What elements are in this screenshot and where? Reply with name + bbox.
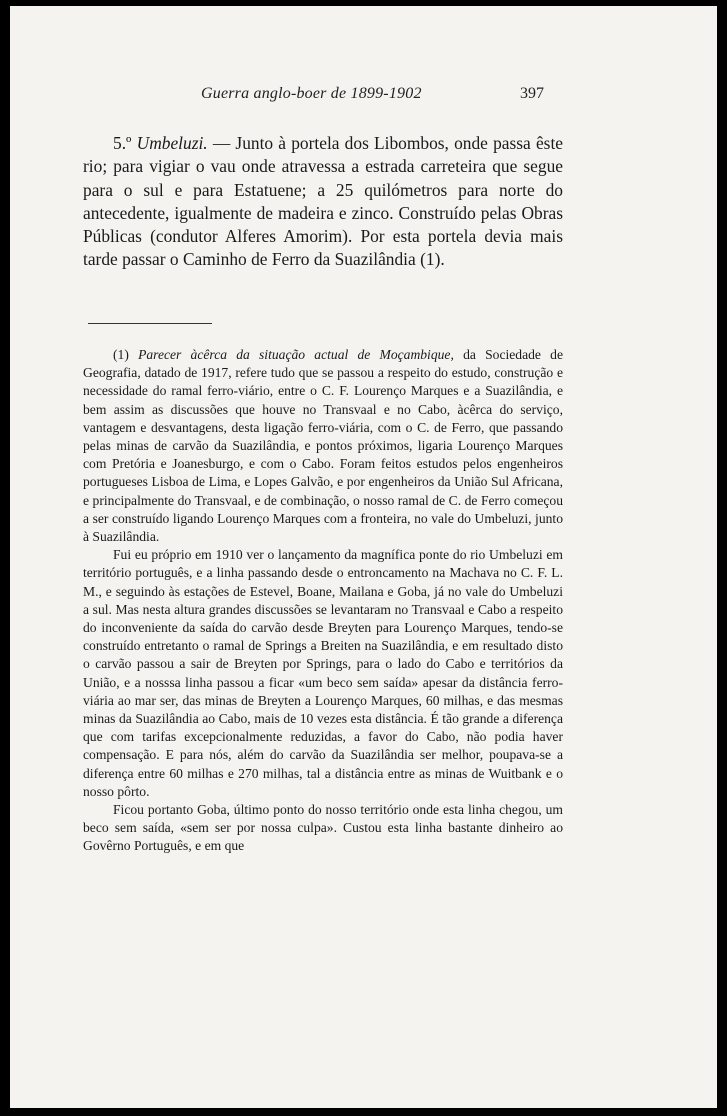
item-heading: Umbeluzi. <box>136 133 208 153</box>
footnote-divider <box>88 323 212 324</box>
footnote-title: Parecer àcêrca da situação actual de Moçambique, <box>138 347 454 362</box>
main-paragraph <box>83 132 563 272</box>
footnote-paragraph-2: Fui eu próprio em 1910 ver o lançamento da magnífica ponte do rio Umbeluzi em território português, e a linha passando desde o entroncamento na Machava no C. F. L. M., e seguindo às estações de Estevel, Boane, Mailana e Goba, já no vale do Umbeluzi a sul. Mas nesta altura grandes discussões se levantaram no Transvaal e Cabo a respeito do inconveniente da saída do carvão desde Breyten para Lourenço Marques, tendo-se construído entretanto o ramal de Springs a Breiten na Suazilândia, e em resultado disto o carvão passou a sair de Breyten por Springs, para o lado do Cabo e territórios da União, e a nosssa linha passou a ficar «um beco sem saída» apesar da distância ferro-viária ao mar ser, das minas de Breyten a Lourenço Marques, 60 milhas, e das mesmas minas da Suazilândia ao Cabo, mais de 10 vezes esta distância. É tão grande a diferença que com tarifas excepcionalmente reduzidas, a favor do Cabo, não podia haver compensação. E para nós, além do carvão da Suazilândia ser melhor, poupava-se a diferença entre 60 milhas e 270 milhas, tal a distância entre as minas de Wuitbank e o nosso pôrto. <box>83 547 563 799</box>
footnote-text-1: da Sociedade de Geografia, datado de 1917, refere tudo que se passou a respeito do estudo, construção e necessidade do ramal ferro-viário, entre o C. F. Lourenço Marques e a Suazilândia, e bem assim as discussões que houve no Transvaal e no Cabo, àcêrca do serviço, vantagem e desvantagens, desta ligação ferro-viária, com o C. de Ferro, que passando pelas minas de carvão da Suazilândia, e pontos próximos, ligaria Lourenço Marques com Pretória e Joanesburgo, e com o Cabo. Foram feitos estudos pelos engenheiros portugueses Lisboa de Lima, e Lopes Galvão, e por engenheiros da União Sul Africana, e principalmente do Transvaal, e de combinação, o nosso ramal de C. de Ferro começou a ser construído ligando Lourenço Marques com a fronteira, no vale do Umbeluzi, junto à Suazilândia. <box>83 347 564 545</box>
footnote-reference[interactable]: (1) <box>420 249 441 270</box>
main-paragraph-text: — Junto à portela dos Libombos, onde passa êste rio; para vigiar o vau onde atravessa a estrada carreteira que segue para o sul e para Estatuene; a 25 quilómetros para norte do antecedente, igualmente de madeira e zinco. Construído pelas Obras Públicas (condutor Alferes Amorim). Por esta portela devia mais tarde passar o Caminho de Ferro da Suazilândia <box>83 133 563 270</box>
book-page <box>10 6 717 1108</box>
item-number: 5.º <box>113 133 132 153</box>
footnote-paragraph-1 <box>83 346 563 546</box>
running-title: Guerra anglo-boer de 1899-1902 <box>201 85 422 102</box>
footnote-block <box>83 346 563 856</box>
main-paragraph-end: . <box>440 249 445 270</box>
running-head <box>10 85 717 109</box>
footnote-marker: (1) <box>113 347 129 362</box>
footnote-paragraph-3: Ficou portanto Goba, último ponto do nosso território onde esta linha chegou, um beco sem saída, «sem ser por nossa culpa». Custou esta linha bastante dinheiro ao Govêrno Português, e em que <box>83 802 563 854</box>
page-number: 397 <box>520 85 544 102</box>
